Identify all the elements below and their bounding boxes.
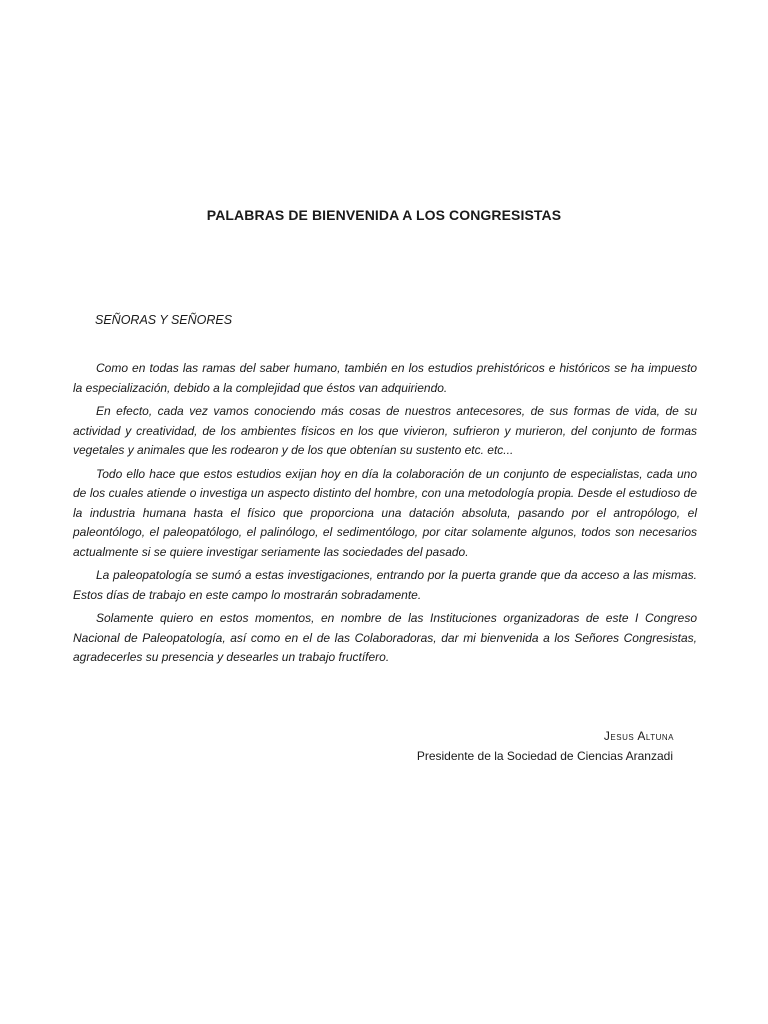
signature-role: Presidente de la Sociedad de Ciencias Aranzadi [416,749,673,763]
paragraph: Solamente quiero en estos momentos, en nombre de las Instituciones organizadoras de este I Congreso Nacional de Paleopatología, así como en el de las Colaboradoras, dar mi bienvenida a los Señores Congresistas, agradecerles su presencia y desearles un trabajo fructífero. [73,611,697,664]
paragraph: La paleopatología se sumó a estas investigaciones, entrando por la puerta grande que da acceso a las mismas. Estos días de trabajo en este campo lo mostrarán sobradamente. [73,568,697,602]
signature-block [417,729,673,763]
body-text [73,359,697,672]
paragraph: Como en todas las ramas del saber humano, también en los estudios prehistóricos e históricos se ha impuesto la especialización, debido a la complejidad que éstos van adquiriendo. [73,361,697,395]
paragraph: Todo ello hace que estos estudios exijan hoy en día la colaboración de un conjunto de especialistas, cada uno de los cuales atiende o investiga un aspecto distinto del hombre, con una metodología propia. Desde el estudioso de la industria humana hasta el físico que proporciona una datación absoluta, pasando por el antropólogo, el paleontólogo, el paleopatólogo, el palinólogo, el sedimentólogo, por citar solamente algunos, todos son necesarios actualmente si se quiere investigar seriamente las sociedades del pasado. [73,466,697,559]
salutation: SEÑORAS Y SEÑORES [95,313,233,327]
document-title: PALABRAS DE BIENVENIDA A LOS CONGRESISTAS [206,207,562,223]
paragraph: En efecto, cada vez vamos conociendo más cosas de nuestros antecesores, de sus formas de vida, de su actividad y creatividad, de los ambientes físicos en los que vivieron, sufrieron y murieron, del conjunto de formas vegetales y animales que les rodearon y de los que obtenían su sustento etc. etc... [73,404,697,457]
signature-name: Jesus Altuna [603,729,674,743]
